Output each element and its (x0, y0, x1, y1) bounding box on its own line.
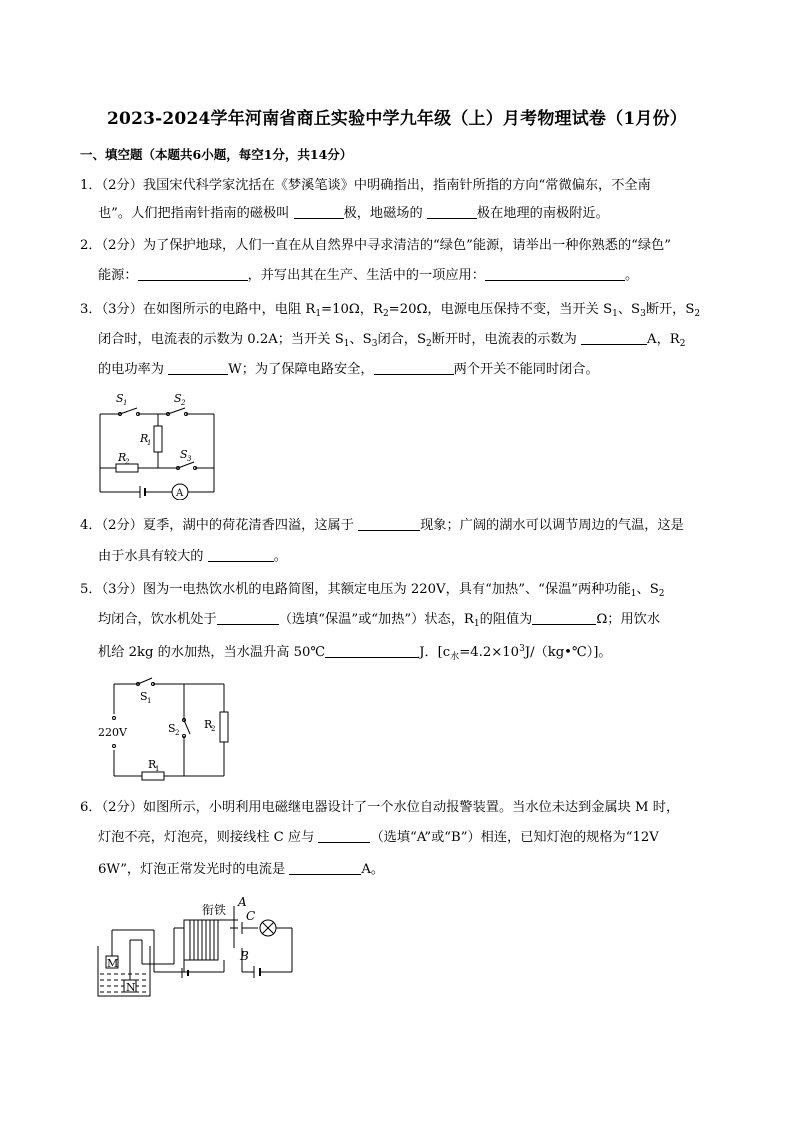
section-heading: 一、填空题（本题共6小题，每空1分，共14分） (80, 147, 353, 162)
q5-blank-3[interactable] (325, 645, 419, 658)
q3-sub: 2 (694, 309, 701, 319)
q3-line-3 (98, 362, 599, 378)
q5-text-a1: （3分）图为一电热饮水机的电路简图，其额定电压为 220V，具有“加热”、“保温”两种功能 (101, 582, 631, 597)
q3-sub: 2 (382, 309, 389, 319)
q5-sub: 1 (473, 619, 480, 629)
q5-text-b4: Ω；用饮水 (596, 612, 661, 627)
q3-sub: 3 (371, 339, 378, 349)
q3-text-a5: 断开，S (645, 302, 695, 317)
q1-line-2 (98, 206, 609, 222)
q3-text-c1: 的电功率为 (98, 362, 169, 377)
q6-fig-a-label: A (238, 895, 247, 909)
q4-line-1 (80, 518, 684, 534)
q3-fig-ammeter-label: A (176, 488, 184, 499)
q5-line-3 (98, 645, 612, 661)
q6-fig-n-label: N (126, 981, 136, 994)
q3-text-a1: （3分）在如图所示的电路中，电阻 R (101, 302, 316, 317)
q2-text: （2分）为了保护地球，人们一直在从自然界中寻求清洁的“绿色”能源，请举出一种你熟悉的“绿色” (101, 238, 672, 253)
q2-blank-2[interactable] (485, 268, 625, 281)
q6-blank-2[interactable] (289, 862, 361, 875)
q3-blank-3[interactable] (374, 362, 454, 375)
q5-blank-1[interactable] (217, 612, 279, 625)
q2-number: 2． (80, 238, 102, 253)
q3-text-c3: 两个开关不能同时闭合。 (453, 362, 599, 377)
q5-fig-s2-label: S (168, 722, 176, 735)
q2-text-b2: ，并写出其在生产、生活中的一项应用： (247, 268, 485, 283)
q3-text-b2: 、S (349, 332, 372, 347)
q6-text-b1: 灯泡不亮，灯泡亮，则接线柱 C 应与 (98, 830, 319, 845)
q5-fig-voltage-label: 220V (98, 726, 127, 739)
q3-number: 3． (80, 302, 102, 317)
q2-blank-1[interactable] (138, 268, 248, 281)
q5-text-c6: J/（kg•℃）]。 (524, 645, 612, 660)
q5-fig-s2-sub: 2 (175, 729, 180, 737)
q1-text-b2: 极，地磁场的 (343, 206, 427, 221)
q3-text-b5: A，R (647, 332, 680, 347)
q6-text-c1: 6W”，灯泡正常发光时的电流是 (98, 862, 290, 877)
q5-text-b1: 均闭合，饮水机处于 (98, 612, 217, 627)
q1-text-b1: 也”。人们把指南针指南的磁极叫 (98, 206, 294, 221)
q3-text-a4: 、S (617, 302, 641, 317)
q3-fig-r1-label: R (140, 432, 149, 445)
q3-fig-r1-sub: 1 (147, 439, 152, 447)
q5-blank-2[interactable] (532, 612, 596, 625)
q5-sub: 2 (658, 589, 665, 599)
q5-circuit-figure (94, 676, 239, 784)
q3-fig-s2-sub: 2 (181, 399, 186, 407)
q6-text-b2: （选填“A”或“B”）相连，已知灯泡的规格为“12V (370, 830, 659, 845)
q3-sub: 1 (343, 339, 350, 349)
q3-sub: 1 (315, 309, 322, 319)
q6-number: 6． (80, 800, 102, 815)
q3-circuit-figure (90, 388, 230, 500)
q4-text-b1: 由于水具有较大的 (98, 549, 208, 564)
q3-fig-r2-sub: 2 (125, 458, 130, 466)
q6-fig-b-label: B (240, 949, 249, 963)
q3-text-c2: W；为了保障电路安全， (228, 362, 374, 377)
q6-fig-m-label: M (107, 957, 119, 970)
q6-relay-figure (94, 892, 304, 1004)
q3-text-a2: =10Ω，R (321, 302, 383, 317)
q3-text-a3: =20Ω，电源电压保持不变，当开关 S (388, 302, 613, 317)
q4-number: 4． (80, 518, 102, 533)
q3-text-b1: 闭合时，电流表的示数为 0.2A；当开关 S (98, 332, 344, 347)
q3-fig-s3-label: S (180, 448, 188, 461)
q6-fig-c-label: C (246, 909, 256, 923)
q3-fig-r2-label: R (118, 451, 127, 464)
q5-text-b3: 的阻值为 (479, 612, 533, 627)
q5-line-1 (80, 582, 665, 598)
q4-text-a1: （2分）夏季，湖中的荷花清香四溢，这属于 (101, 518, 359, 533)
q1-text-b3: 极在地理的南极附近。 (476, 206, 609, 221)
q1-text: （2分）我国宋代科学家沈括在《梦溪笔谈》中明确指出，指南针所指的方向“常微偏东，不全南 (101, 178, 651, 193)
q6-text-c2: A。 (361, 862, 385, 877)
q4-blank-2[interactable] (208, 549, 274, 562)
q5-sup: 3 (519, 644, 525, 654)
q1-blank-2[interactable] (427, 206, 477, 219)
q5-text-a3: 、S (636, 582, 659, 597)
q3-blank-2[interactable] (168, 362, 228, 375)
q1-blank-1[interactable] (294, 206, 344, 219)
q3-sub: 2 (679, 339, 686, 349)
q5-fig-r1-sub: 1 (155, 765, 160, 773)
q4-text-a2: 现象；广阔的湖水可以调节周边的气温，这是 (420, 518, 684, 533)
q2-text-b3: 。 (624, 268, 639, 283)
q2-text-b1: 能源： (98, 268, 138, 283)
q3-text-b4: 断开时，电流表的示数为 (431, 332, 582, 347)
q3-fig-s1-label: S (116, 392, 124, 405)
q5-sub: 水 (450, 652, 460, 662)
q3-fig-s1-sub: 1 (123, 399, 128, 407)
q5-number: 5． (80, 582, 102, 597)
q3-blank-1[interactable] (581, 332, 647, 345)
q3-sub: 2 (426, 339, 432, 349)
q3-line-1 (80, 302, 700, 318)
q3-line-2 (98, 332, 685, 348)
q4-blank-1[interactable] (358, 518, 420, 531)
page-title: 2023-2024学年河南省商丘实验中学九年级（上）月考物理试卷（1月份） (107, 109, 687, 129)
q4-text-b2: 。 (273, 549, 287, 564)
q4-line-2 (98, 549, 287, 565)
q3-fig-s2-label: S (174, 392, 182, 405)
q6-line-3 (98, 862, 384, 878)
q1-number: 1． (80, 178, 102, 193)
q5-text-b2: （选填“保温”或“加热”）状态，R (278, 612, 474, 627)
q5-text-c2: J．[c (419, 645, 451, 660)
q5-fig-r1-label: R (148, 758, 157, 771)
q5-fig-s1-label: S (140, 690, 148, 703)
q2-line-1 (80, 238, 671, 254)
q3-fig-s3-sub: 3 (187, 455, 192, 463)
q5-fig-r2-sub: 2 (211, 725, 216, 733)
q1-line-1 (80, 178, 651, 194)
q3-sub: 3 (640, 309, 646, 319)
q2-line-2 (98, 268, 638, 284)
q3-sub: 1 (612, 309, 618, 319)
q6-fig-armature-label: 衔铁 (202, 903, 227, 917)
q5-text-c1: 机给 2kg 的水加热，当水温升高 50℃ (98, 645, 326, 660)
q6-text-a: （2分）如图所示，小明利用电磁继电器设计了一个水位自动报警装置。当水位未达到金属块 M 时， (101, 800, 680, 815)
q5-fig-r2-label: R (204, 718, 213, 731)
q6-blank-1[interactable] (318, 830, 370, 843)
q5-line-2 (98, 612, 660, 628)
q5-fig-s1-sub: 1 (147, 697, 152, 705)
q5-sub: 1 (630, 589, 637, 599)
q5-text-c4: =4.2×10 (459, 645, 520, 660)
q6-line-1 (80, 800, 679, 816)
q3-text-b3: 闭合，S (377, 332, 427, 347)
q6-line-2 (98, 830, 659, 846)
